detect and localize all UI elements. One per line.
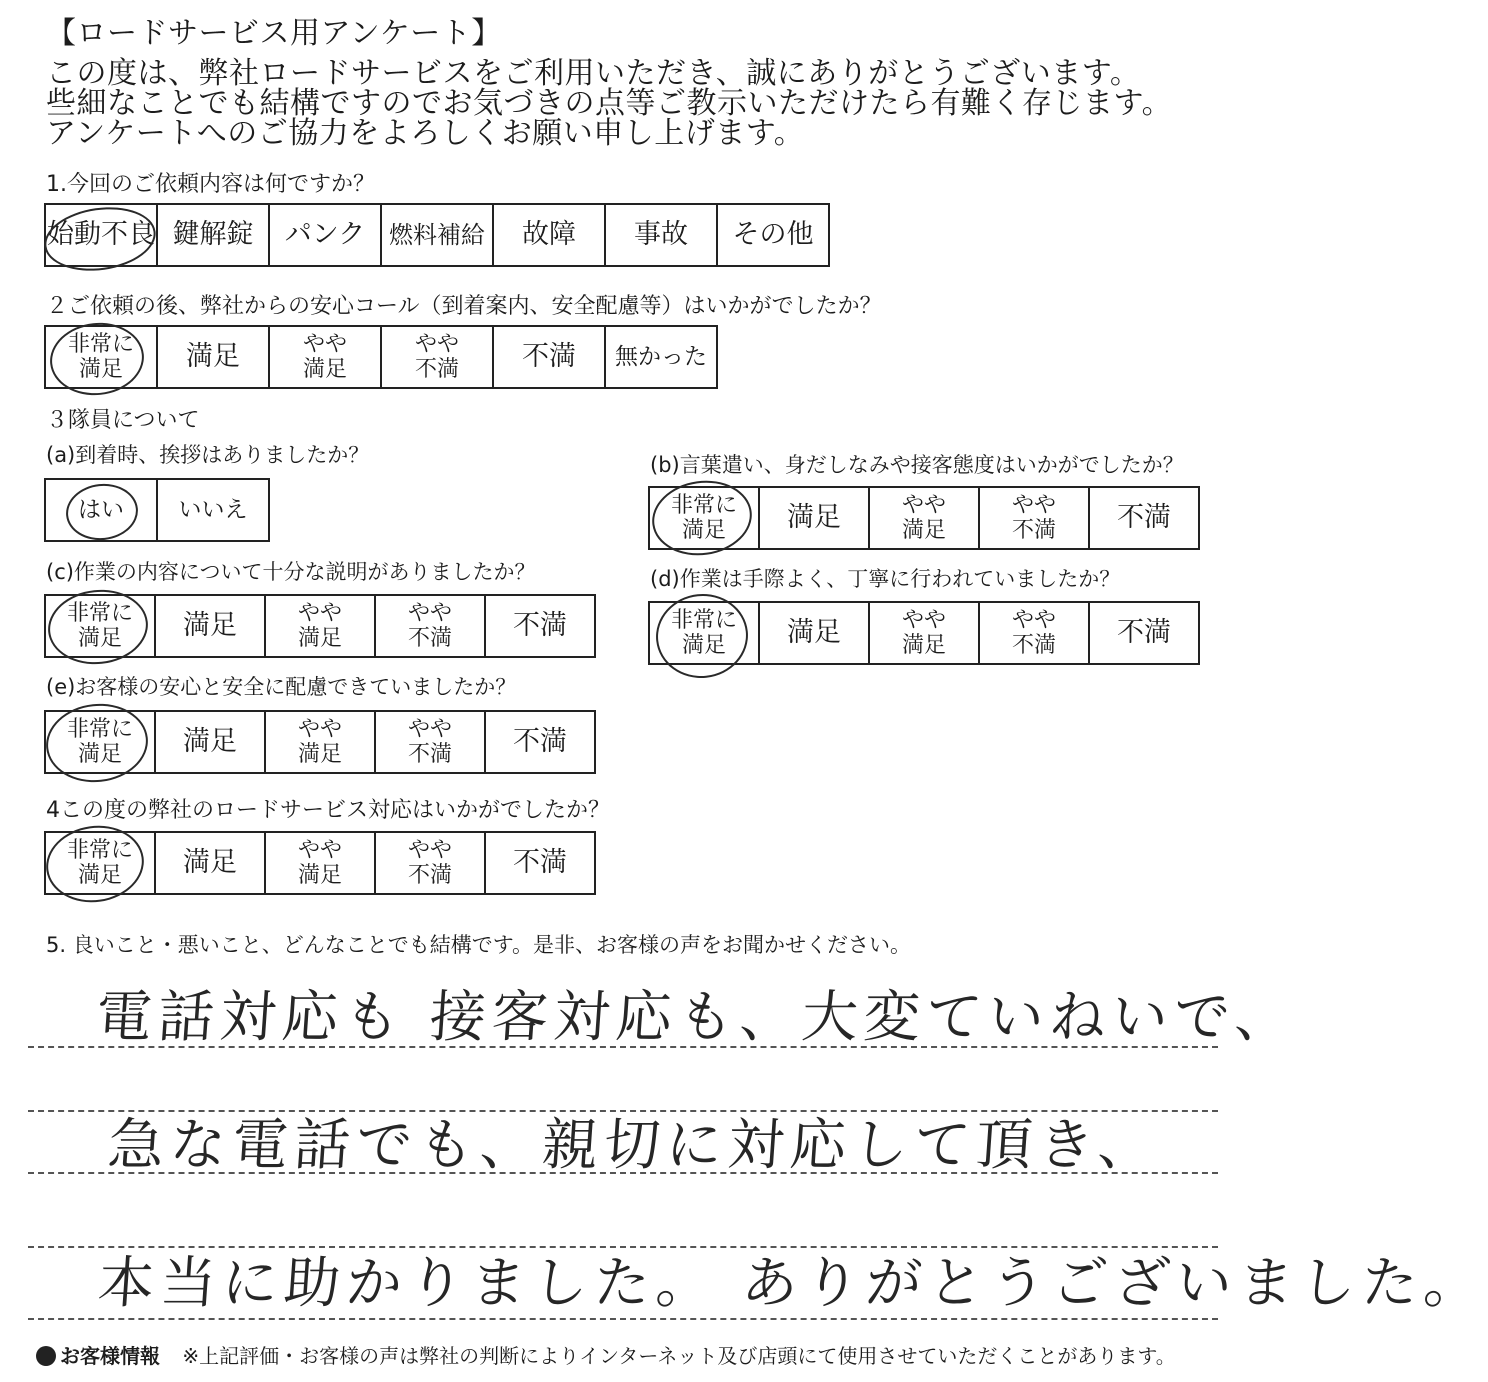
q4-option-satisfied[interactable]: 満足 [155, 832, 265, 894]
q2-option-very-satisfied[interactable]: 非常に 満足 [45, 326, 157, 388]
q3b-option-somewhat-dissatisfied[interactable]: やや 不満 [979, 487, 1089, 549]
q4-option-very-satisfied[interactable]: 非常に 満足 [45, 832, 155, 894]
comment-line-2: 急な電話でも、親切に対応して頂き、 [105, 1113, 1163, 1178]
q2-option-somewhat-dissatisfied[interactable]: やや 不満 [381, 326, 493, 388]
customer-info-title: お客様情報 [60, 1344, 160, 1368]
q3b-label: (b)言葉遣い、身だしなみや接客態度はいかがでしたか？ [650, 453, 1184, 477]
q2-option-dissatisfied[interactable]: 不満 [493, 326, 605, 388]
intro-line-1: この度は、弊社ロードサービスをご利用いただき、誠にありがとうございます。 [46, 56, 1141, 91]
q3c-option-somewhat-dissatisfied[interactable]: やや 不満 [375, 595, 485, 657]
q1-option-fuel[interactable]: 燃料補給 [381, 204, 493, 266]
q3d-option-somewhat-satisfied[interactable]: やや 満足 [869, 602, 979, 664]
q1-option-other[interactable]: その他 [717, 204, 829, 266]
q3b-option-dissatisfied[interactable]: 不満 [1089, 487, 1199, 549]
q3c-option-dissatisfied[interactable]: 不満 [485, 595, 595, 657]
q2-label: ２ご依頼の後、弊社からの安心コール（到着案内、安全配慮等）はいかがでしたか？ [46, 294, 882, 319]
comment-line-1: 電話対応も 接客対応も、大変ていねいで、 [93, 985, 1299, 1050]
q3-label: ３隊員について [46, 408, 200, 433]
survey-title: 【ロードサービス用アンケート】 [46, 16, 502, 51]
q1-option-unlock[interactable]: 鍵解錠 [157, 204, 269, 266]
q2-option-satisfied[interactable]: 満足 [157, 326, 269, 388]
q3b-option-very-satisfied[interactable]: 非常に 満足 [649, 487, 759, 549]
q3a-option-yes[interactable]: はい [45, 479, 157, 541]
q1-options [44, 203, 830, 267]
q3c-label: (c)作業の内容について十分な説明がありましたか？ [46, 560, 536, 584]
intro-line-2: 些細なことでも結構ですのでお気づきの点等ご教示いただけたら有難く存じます。 [46, 86, 1173, 121]
q4-option-somewhat-dissatisfied[interactable]: やや 不満 [375, 832, 485, 894]
bullet-dot-icon [36, 1346, 56, 1366]
comment-rule-4 [28, 1246, 1218, 1248]
q1-option-starting-failure[interactable]: 始動不良 [45, 204, 157, 266]
q2-options [44, 325, 718, 389]
intro-line-3: アンケートへのご協力をよろしくお願い申し上げます。 [46, 116, 805, 151]
q4-option-dissatisfied[interactable]: 不満 [485, 832, 595, 894]
q4-option-somewhat-satisfied[interactable]: やや 満足 [265, 832, 375, 894]
q3e-label: (e)お客様の安心と安全に配慮できていましたか？ [46, 675, 517, 699]
q3b-option-somewhat-satisfied[interactable]: やや 満足 [869, 487, 979, 549]
customer-info-footer [36, 1344, 1176, 1368]
q4-options [44, 831, 596, 895]
q3e-option-satisfied[interactable]: 満足 [155, 711, 265, 773]
q3c-option-somewhat-satisfied[interactable]: やや 満足 [265, 595, 375, 657]
q3d-option-dissatisfied[interactable]: 不満 [1089, 602, 1199, 664]
comment-rule-3 [28, 1172, 1218, 1174]
q1-label: 1.今回のご依頼内容は何ですか？ [46, 172, 375, 197]
q3e-option-dissatisfied[interactable]: 不満 [485, 711, 595, 773]
q3c-options [44, 594, 596, 658]
q1-option-breakdown[interactable]: 故障 [493, 204, 605, 266]
q2-option-none[interactable]: 無かった [605, 326, 717, 388]
q5-label: 5. 良いこと・悪いこと、どんなことでも結構です。是非、お客様の声をお聞かせください。 [46, 933, 912, 957]
comment-rule-5 [28, 1318, 1218, 1320]
usage-note: ※上記評価・お客様の声は弊社の判断によりインターネット及び店頭にて使用させていただくことがあります。 [182, 1344, 1176, 1368]
q3a-label: (a)到着時、挨拶はありましたか？ [46, 443, 370, 467]
q2-option-somewhat-satisfied[interactable]: やや 満足 [269, 326, 381, 388]
q3d-option-very-satisfied[interactable]: 非常に 満足 [649, 602, 759, 664]
comment-rule-1 [28, 1046, 1218, 1048]
q3d-option-somewhat-dissatisfied[interactable]: やや 不満 [979, 602, 1089, 664]
q4-label: 4この度の弊社のロードサービス対応はいかがでしたか？ [46, 798, 610, 823]
q3e-option-very-satisfied[interactable]: 非常に 満足 [45, 711, 155, 773]
q3e-options [44, 710, 596, 774]
q3a-option-no[interactable]: いいえ [157, 479, 269, 541]
q3d-option-satisfied[interactable]: 満足 [759, 602, 869, 664]
q1-option-accident[interactable]: 事故 [605, 204, 717, 266]
comment-rule-2 [28, 1110, 1218, 1112]
q3a-options [44, 478, 270, 542]
q3e-option-somewhat-satisfied[interactable]: やや 満足 [265, 711, 375, 773]
q3d-label: (d)作業は手際よく、丁寧に行われていましたか？ [650, 567, 1121, 591]
q1-option-puncture[interactable]: パンク [269, 204, 381, 266]
comment-line-3: 本当に助かりました。 ありがとうございました。 [95, 1251, 1488, 1316]
q3c-option-satisfied[interactable]: 満足 [155, 595, 265, 657]
q3b-option-satisfied[interactable]: 満足 [759, 487, 869, 549]
q3e-option-somewhat-dissatisfied[interactable]: やや 不満 [375, 711, 485, 773]
q3b-options [648, 486, 1200, 550]
q3c-option-very-satisfied[interactable]: 非常に 満足 [45, 595, 155, 657]
q3d-options [648, 601, 1200, 665]
